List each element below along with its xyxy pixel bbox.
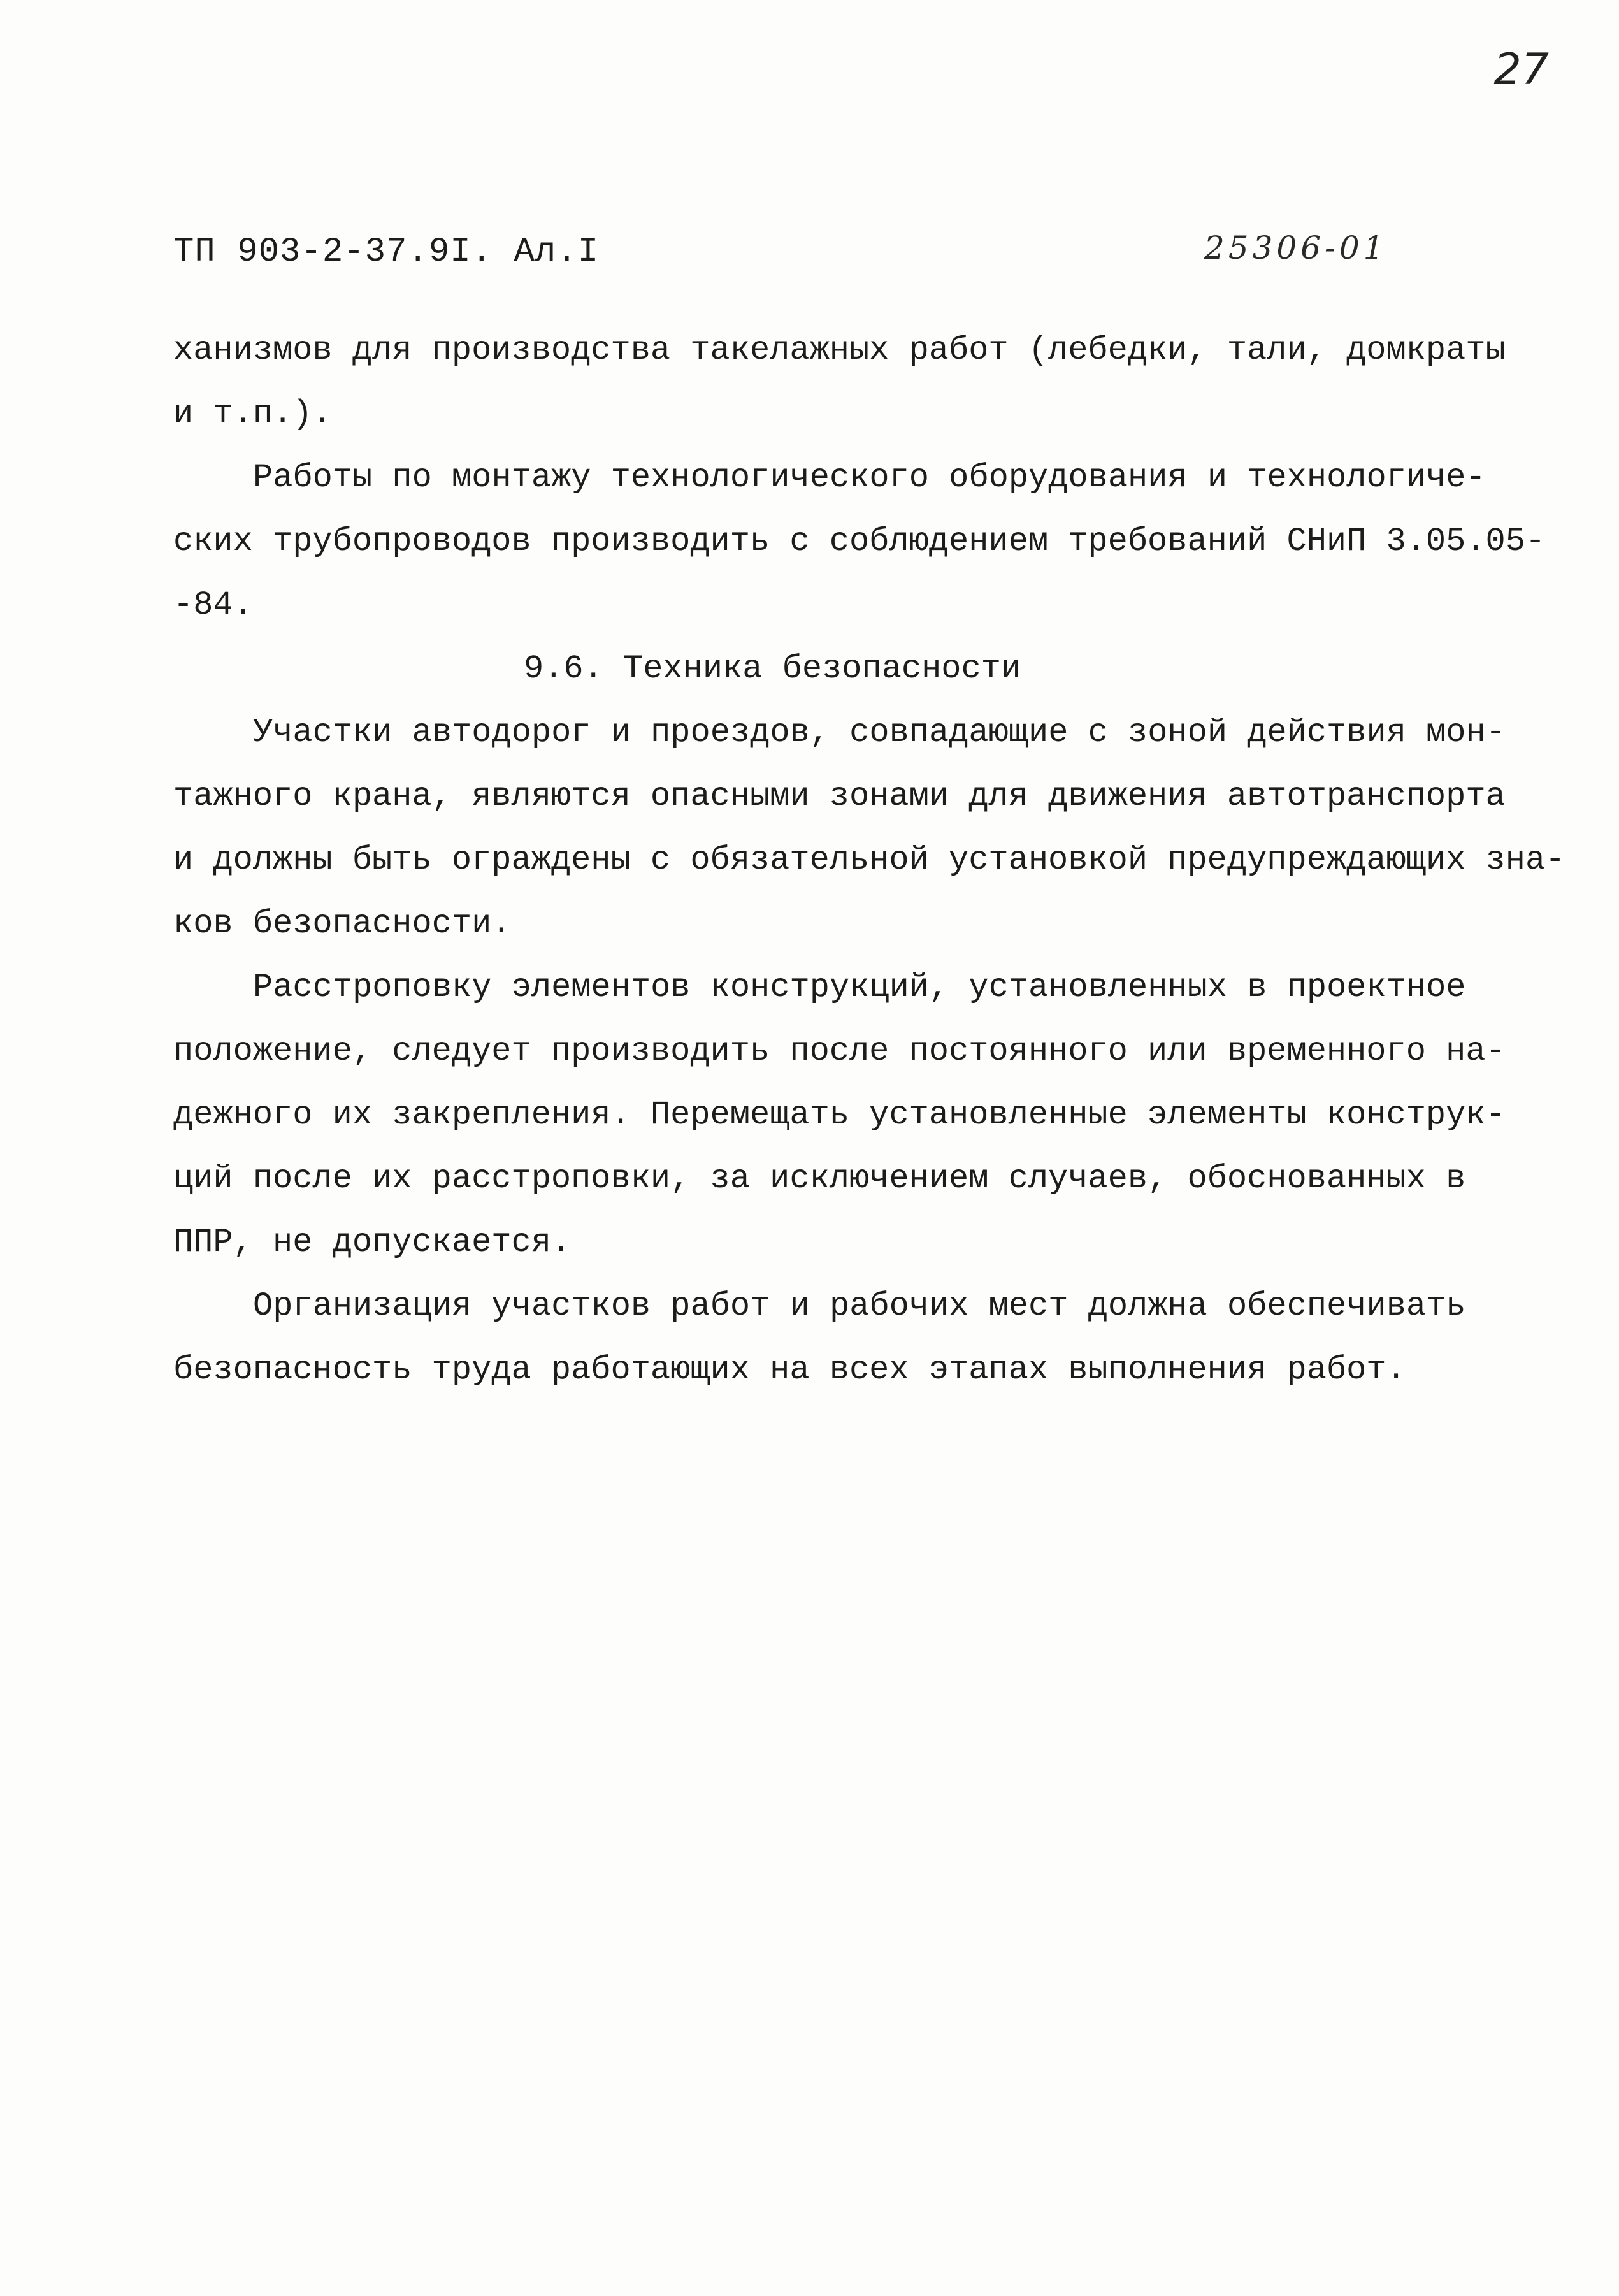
text-line: ППР, не допускается. <box>173 1224 572 1261</box>
text-line: ских трубопроводов производить с соблюдением требований СНиП 3.05.05- <box>173 523 1546 560</box>
body-text <box>173 319 1575 1402</box>
inventory-number: 25306-01 <box>1204 229 1388 266</box>
section-heading: 9.6. Техника безопасности <box>524 650 1021 688</box>
page-number: 27 <box>1493 45 1549 95</box>
text-line: тажного крана, являются опасными зонами для движения автотранспорта <box>173 777 1506 815</box>
paragraph-start: Организация участков работ и рабочих мест должна обеспечивать <box>253 1287 1466 1325</box>
paragraph-start: Участки автодорог и проездов, совпадающие с зоной действия мон- <box>253 714 1506 751</box>
text-line: ков безопасности. <box>173 905 512 942</box>
document-code: ТП 903-2-37.9I. Ал.I <box>173 233 600 271</box>
text-line: ций после их расстроповки, за исключением случаев, обоснованных в <box>173 1160 1466 1197</box>
text-line: безопасность труда работающих на всех этапах выполнения работ. <box>173 1351 1406 1389</box>
text-line: ханизмов для производства такелажных работ (лебедки, тали, домкраты <box>173 331 1506 369</box>
paragraph-start: Расстроповку элементов конструкций, установленных в проектное <box>253 969 1466 1006</box>
paragraph-start: Работы по монтажу технологического оборудования и технологиче- <box>253 459 1486 496</box>
text-line: -84. <box>173 586 253 624</box>
text-line: и т.п.). <box>173 395 333 433</box>
text-line: положение, следует производить после постоянного или временного на- <box>173 1032 1506 1070</box>
text-line: дежного их закрепления. Перемещать установленные элементы конструк- <box>173 1096 1506 1134</box>
text-line: и должны быть ограждены с обязательной установкой предупреждающих зна- <box>173 841 1565 879</box>
